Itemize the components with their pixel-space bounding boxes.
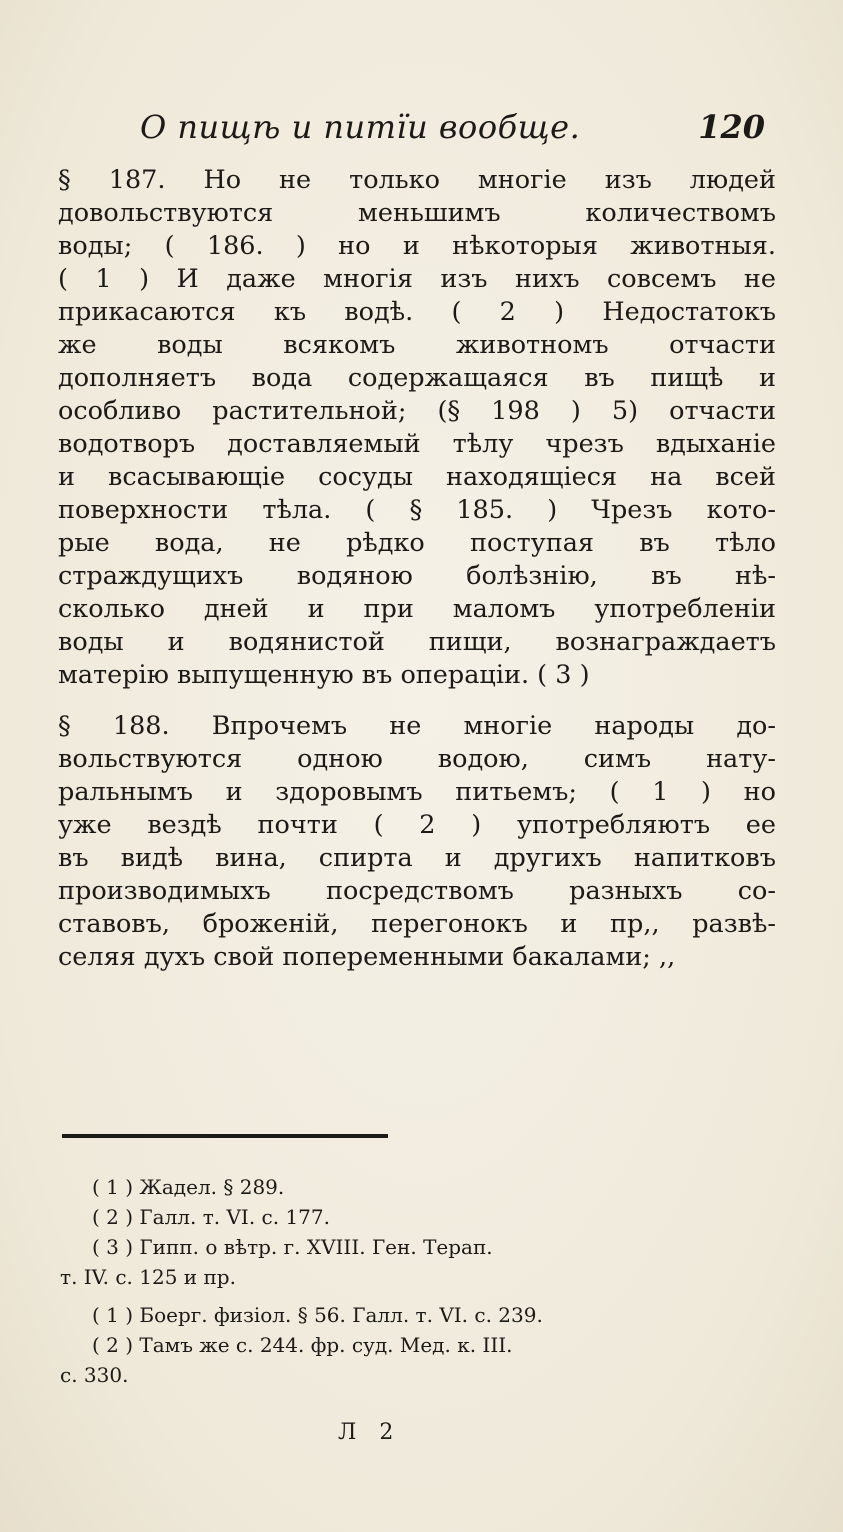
footnote-rule <box>62 1134 388 1138</box>
footnote-line: ( 2 ) Галл. т. VI. с. 177. <box>92 1205 330 1229</box>
signature-mark: Л 2 <box>338 1420 402 1445</box>
page-number: 120 <box>698 108 765 146</box>
text-line: § 187. Но не только многie изъ людей <box>58 165 776 195</box>
paragraph <box>58 710 776 974</box>
text-line: ставовъ, броженiй, перегонокъ и пр,, развѣ- <box>58 909 776 939</box>
text-line: ральнымъ и здоровымъ питьемъ; ( 1 ) но <box>58 777 776 807</box>
paragraph-gap <box>58 692 776 710</box>
text-line: и всасывающiе сосуды находящiеся на всей <box>58 462 776 492</box>
text-line: же воды всякомъ животномъ отчасти <box>58 330 776 360</box>
text-line: особливо растительной; (§ 198 ) 5) отчасти <box>58 396 776 426</box>
text-line: довольствуются меньшимъ количествомъ <box>58 198 776 228</box>
text-line: § 188. Впрочемъ не многie народы до- <box>58 711 776 741</box>
paragraph <box>58 164 776 692</box>
text-line: воды и водянистой пищи, вознаграждаетъ <box>58 627 776 657</box>
text-line: воды; ( 186. ) но и нѣкоторыя животныя. <box>58 231 776 261</box>
text-line: водотворъ доставляемый тѣлу чрезъ вдыханiе <box>58 429 776 459</box>
text-line: производимыхъ посредствомъ разныхъ со- <box>58 876 776 906</box>
footnote-line: ( 1 ) Жадел. § 289. <box>92 1175 285 1199</box>
text-line: прикасаются къ водѣ. ( 2 ) Недостатокъ <box>58 297 776 327</box>
footnote-line: т. IV. с. 125 и пр. <box>60 1265 236 1289</box>
text-line: матерiю выпущенную въ операцiи. ( 3 ) <box>58 660 590 690</box>
text-line: поверхности тѣла. ( § 185. ) Чрезъ кото- <box>58 495 776 525</box>
footnote-line: ( 3 ) Гипп. о вѣтр. г. XVIII. Ген. Терап. <box>92 1235 493 1259</box>
text-line: въ видѣ вина, спирта и другихъ напитковъ <box>58 843 776 873</box>
footnote-line: с. 330. <box>60 1363 129 1387</box>
text-line: дополняетъ вода содержащаяся въ пищѣ и <box>58 363 776 393</box>
footnote-line: ( 2 ) Тамъ же с. 244. фр. суд. Мед. к. III. <box>92 1333 513 1357</box>
main-text <box>58 164 776 974</box>
text-line: вольствуются одною водою, симъ нату- <box>58 744 776 774</box>
text-line: рые вода, не рѣдко поступая въ тѣло <box>58 528 776 558</box>
text-line: селяя духъ свой попеременными бакалами; ,, <box>58 942 676 972</box>
text-line: страждущихъ водяною болѣзнiю, въ нѣ- <box>58 561 776 591</box>
running-title: О пищѣ и питїи вообще. <box>140 108 581 146</box>
footnote-line: ( 1 ) Боерг. физiол. § 56. Галл. т. VI. с. 239. <box>92 1303 543 1327</box>
text-line: ( 1 ) И даже многiя изъ нихъ совсемъ не <box>58 264 776 294</box>
footnotes <box>60 1172 772 1390</box>
text-line: сколько дней и при маломъ употребленiи <box>58 594 776 624</box>
text-line: уже вездѣ почти ( 2 ) употребляютъ ее <box>58 810 776 840</box>
